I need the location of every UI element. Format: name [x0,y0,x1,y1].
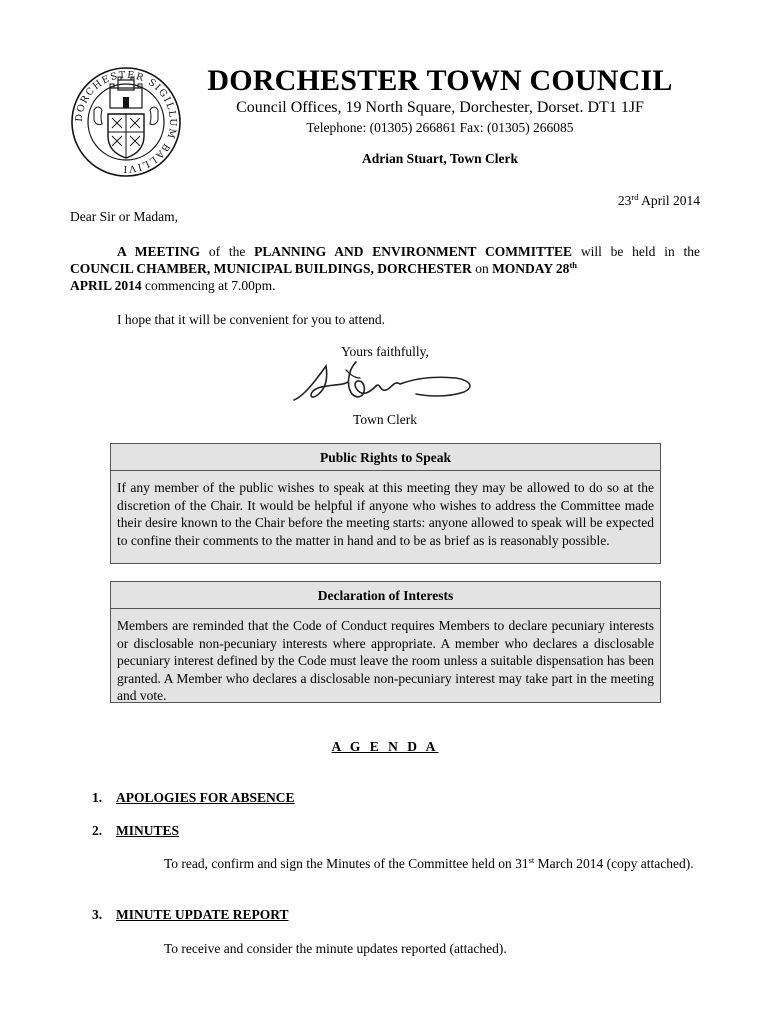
agenda-heading: A G E N D A [331,739,439,754]
meeting-day-suffix: th [569,260,577,270]
agenda-item-label: APOLOGIES FOR ABSENCE [116,790,295,805]
agenda-item-number: 3. [92,907,103,922]
public-rights-body: If any member of the public wishes to speak at this meeting they may be allowed to do so at the discretion of the Chair. It would be helpful if anyone who wishes to address the Committee made their desire known to the Chair before the meeting starts: anyone allowed to speak will be expected to confine their comments to the matter in hand and to be as brief as is reasonably possible. [117,480,654,548]
date-day: 23 [617,193,632,208]
council-address: Council Offices, 19 North Square, Dorchester, Dorset. DT1 1JF [236,99,644,116]
declaration-title: Declaration of Interests [111,582,660,609]
minutes-description [117,855,700,872]
meeting-label: A MEETING [117,244,201,259]
meeting-time: commencing at 7.00pm. [141,278,276,293]
svg-text:DORCHESTER SIGILLUM BALLIVI: DORCHESTER SIGILLUM BALLIVI [73,69,179,175]
meeting-day-text: MONDAY 28 [492,261,570,276]
clerk-name: Adrian Stuart, Town Clerk [361,151,519,166]
update-description: To receive and consider the minute updates reported (attached). [164,941,507,956]
agenda-item-number: 2. [92,823,103,838]
public-rights-title: Public Rights to Speak [111,444,660,471]
agenda-item [92,789,295,806]
signatory: Town Clerk [353,412,417,427]
committee-name: PLANNING AND ENVIRONMENT COMMITTEE [254,244,573,259]
meeting-text-1: of the [200,244,255,259]
meeting-venue: COUNCIL CHAMBER, MUNICIPAL BUILDINGS, DORCHESTER [70,261,472,276]
letter-date [618,192,700,209]
agenda-item-label: MINUTE UPDATE REPORT [116,907,289,922]
agenda-item [92,906,289,923]
council-phone: Telephone: (01305) 266861 Fax: (01305) 266085 [306,120,574,135]
minutes-text-b: March 2014 (copy attached). [534,856,694,871]
meeting-text-3: on [471,261,493,276]
agenda-item-number: 1. [92,790,103,805]
date-rest: April 2014 [638,193,700,208]
declaration-box [110,581,661,703]
minutes-text-a: To read, confirm and sign the Minutes of the Committee held on 31 [164,856,529,871]
town-seal-icon [70,66,182,178]
closing-line: Yours faithfully, [341,344,429,359]
agenda-item-label: MINUTES [116,823,180,838]
hope-line: I hope that it will be convenient for you to attend. [117,312,386,327]
meeting-text-2: will be held in the [572,244,700,259]
agenda-item [92,822,179,839]
meeting-notice [70,243,700,294]
signature-icon [286,356,482,412]
public-rights-box [110,443,661,564]
salutation: Dear Sir or Madam, [70,209,178,224]
meeting-month: APRIL 2014 [70,278,142,293]
meeting-day [492,261,577,276]
date-suffix: rd [631,192,639,202]
council-name: DORCHESTER TOWN COUNCIL [207,64,673,97]
declaration-body: Members are reminded that the Code of Conduct requires Members to declare pecuniary interests or disclosable non-pecuniary interests where appropriate. A member who declares a disclosable pecuniary interest defined by the Code must leave the room unless a suitable dispensation has been granted. A Member who declares a disclosable non-pecuniary interest may take part in the meeting and vote. [117,618,654,703]
minutes-text-sup: st [528,855,535,865]
